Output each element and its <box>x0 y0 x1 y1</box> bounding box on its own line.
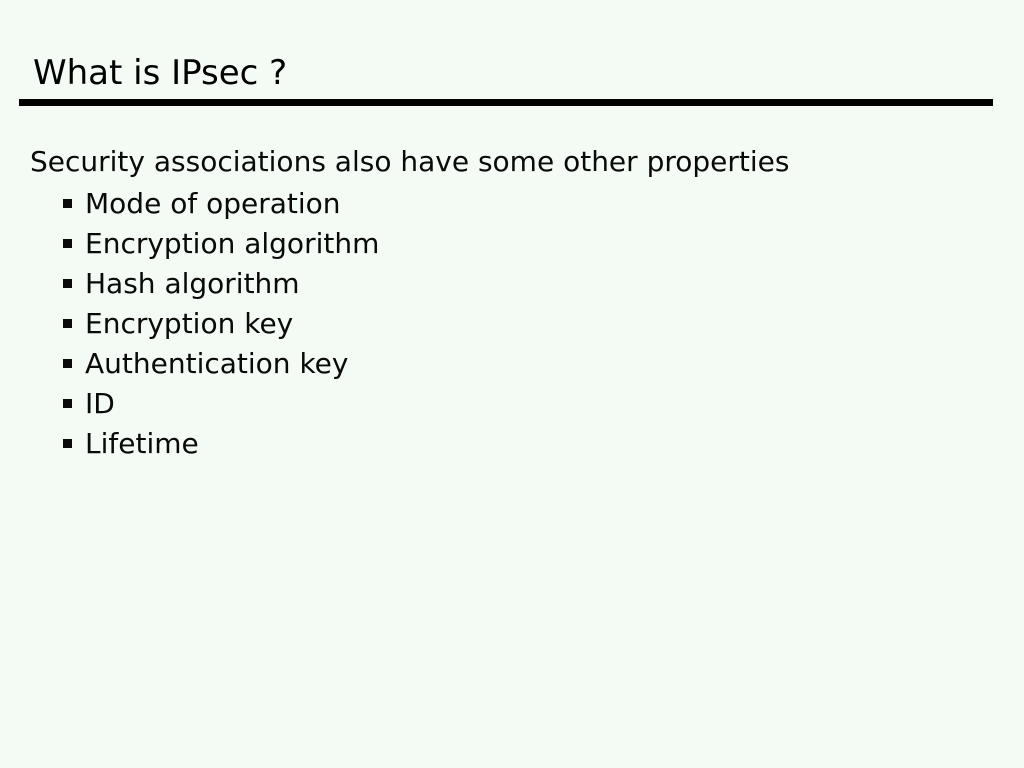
bullet-square-icon <box>63 279 72 288</box>
bullet-label: Encryption algorithm <box>85 226 380 260</box>
bullet-item <box>63 343 379 383</box>
bullet-list <box>63 183 379 463</box>
bullet-item <box>63 383 379 423</box>
bullet-square-icon <box>63 199 72 208</box>
bullet-item <box>63 263 379 303</box>
bullet-square-icon <box>63 319 72 328</box>
lead-text: Security associations also have some other properties <box>30 145 790 178</box>
bullet-item <box>63 423 379 463</box>
bullet-item <box>63 223 379 263</box>
bullet-square-icon <box>63 239 72 248</box>
bullet-label: Authentication key <box>85 346 349 380</box>
bullet-label: ID <box>85 386 115 420</box>
bullet-item <box>63 303 379 343</box>
bullet-square-icon <box>63 359 72 368</box>
bullet-label: Encryption key <box>85 306 294 340</box>
bullet-item <box>63 183 379 223</box>
bullet-label: Mode of operation <box>85 186 341 220</box>
bullet-label: Lifetime <box>85 426 199 460</box>
bullet-label: Hash algorithm <box>85 266 300 300</box>
bullet-square-icon <box>63 399 72 408</box>
bullet-square-icon <box>63 439 72 448</box>
title-divider-rule <box>19 99 993 106</box>
slide-title: What is IPsec ? <box>33 53 288 93</box>
